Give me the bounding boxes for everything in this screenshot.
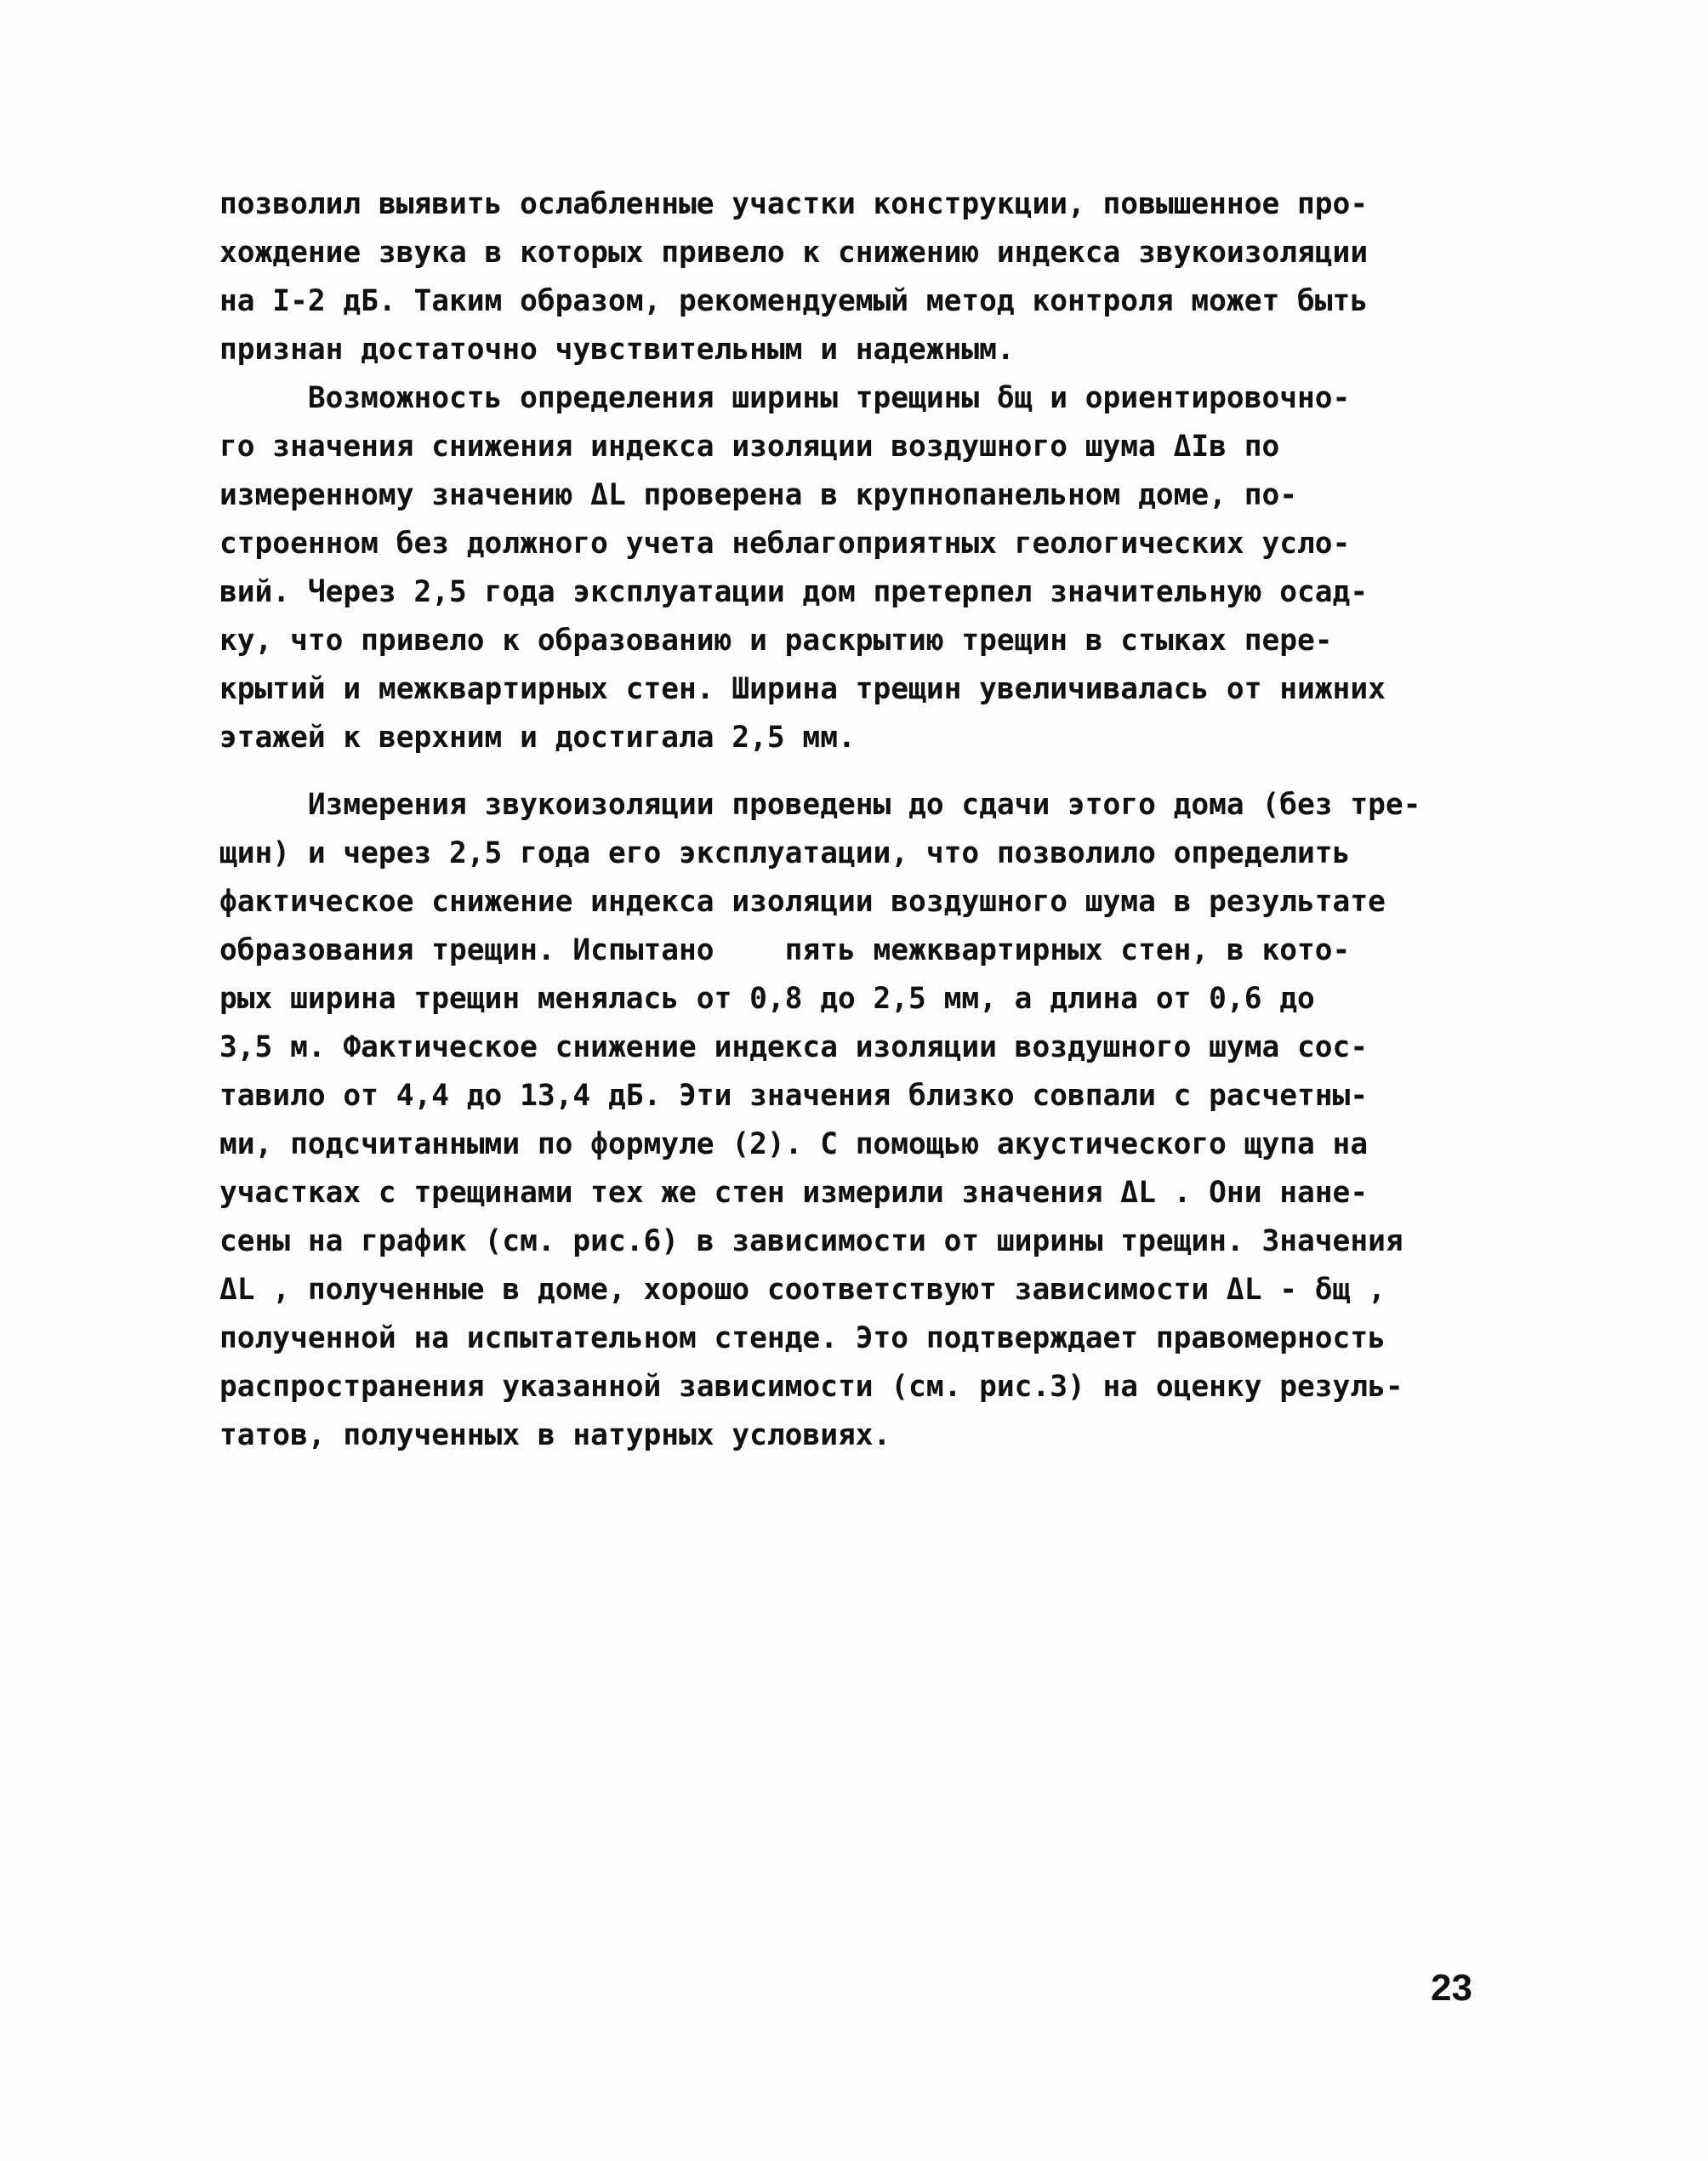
text-line: распространения указанной зависимости (см. рис.3) на оценку резуль- [219,1370,1403,1404]
text-line: фактическое снижение индекса изоляции воздушного шума в результате [219,885,1386,919]
text-line: 3,5 м. Фактическое снижение индекса изоляции воздушного шума сос- [219,1030,1369,1064]
text-line: рых ширина трещин менялась от 0,8 до 2,5 мм, а длина от 0,6 до [219,982,1315,1016]
text-line: ΔL , полученные в доме, хорошо соответствуют зависимости ΔL - δщ , [219,1273,1386,1307]
text-line: измеренному значению ΔL проверена в крупнопанельном доме, по- [219,478,1298,512]
text-line: признан достаточно чувствительным и надежным. [219,333,1015,367]
text-line: этажей к верхним и достигала 2,5 мм. [219,721,856,755]
body-text [219,180,1504,1460]
text-line: полученной на испытательном стенде. Это подтверждает правомерность [219,1321,1386,1355]
text-line: сены на график (см. рис.6) в зависимости от ширины трещин. Значения [219,1224,1403,1258]
text-line: крытий и межквартирных стен. Ширина трещин увеличивалась от нижних [219,672,1386,706]
paragraph-1 [219,180,1504,374]
text-line: вий. Через 2,5 года эксплуатации дом претерпел значительную осад- [219,575,1369,609]
text-line: Возможность определения ширины трещины δщ и ориентировочно- [219,381,1351,415]
text-line: ми, подсчитанными по формуле (2). С помощью акустического щупа на [219,1127,1369,1161]
text-line: го значения снижения индекса изоляции воздушного шума ΔIв по [219,430,1280,464]
text-line: ку, что привело к образованию и раскрытию трещин в стыках пере- [219,624,1333,658]
text-line: татов, полученных в натурных условиях. [219,1418,891,1452]
text-line: хождение звука в которых привело к снижению индекса звукоизоляции [219,236,1369,270]
text-line: на I-2 дБ. Таким образом, рекомендуемый метод контроля может быть [219,284,1369,318]
text-line: позволил выявить ослабленные участки конструкции, повышенное про- [219,187,1369,221]
text-line: щин) и через 2,5 года его эксплуатации, что позволило определить [219,836,1351,870]
paragraph-3 [219,781,1504,1460]
paragraph-gap [219,762,1504,781]
paragraph-2 [219,374,1504,762]
text-line: участках с трещинами тех же стен измерили значения ΔL . Они нане- [219,1176,1369,1210]
page-number: 23 [1431,1967,1472,2009]
text-line: Измерения звукоизоляции проведены до сдачи этого дома (без тре- [219,788,1421,822]
text-line: образования трещин. Испытано пять межквартирных стен, в кото- [219,933,1351,967]
text-line: строенном без должного учета неблагоприятных геологических усло- [219,527,1351,561]
text-line: тавило от 4,4 до 13,4 дБ. Эти значения близко совпали с расчетны- [219,1079,1369,1113]
